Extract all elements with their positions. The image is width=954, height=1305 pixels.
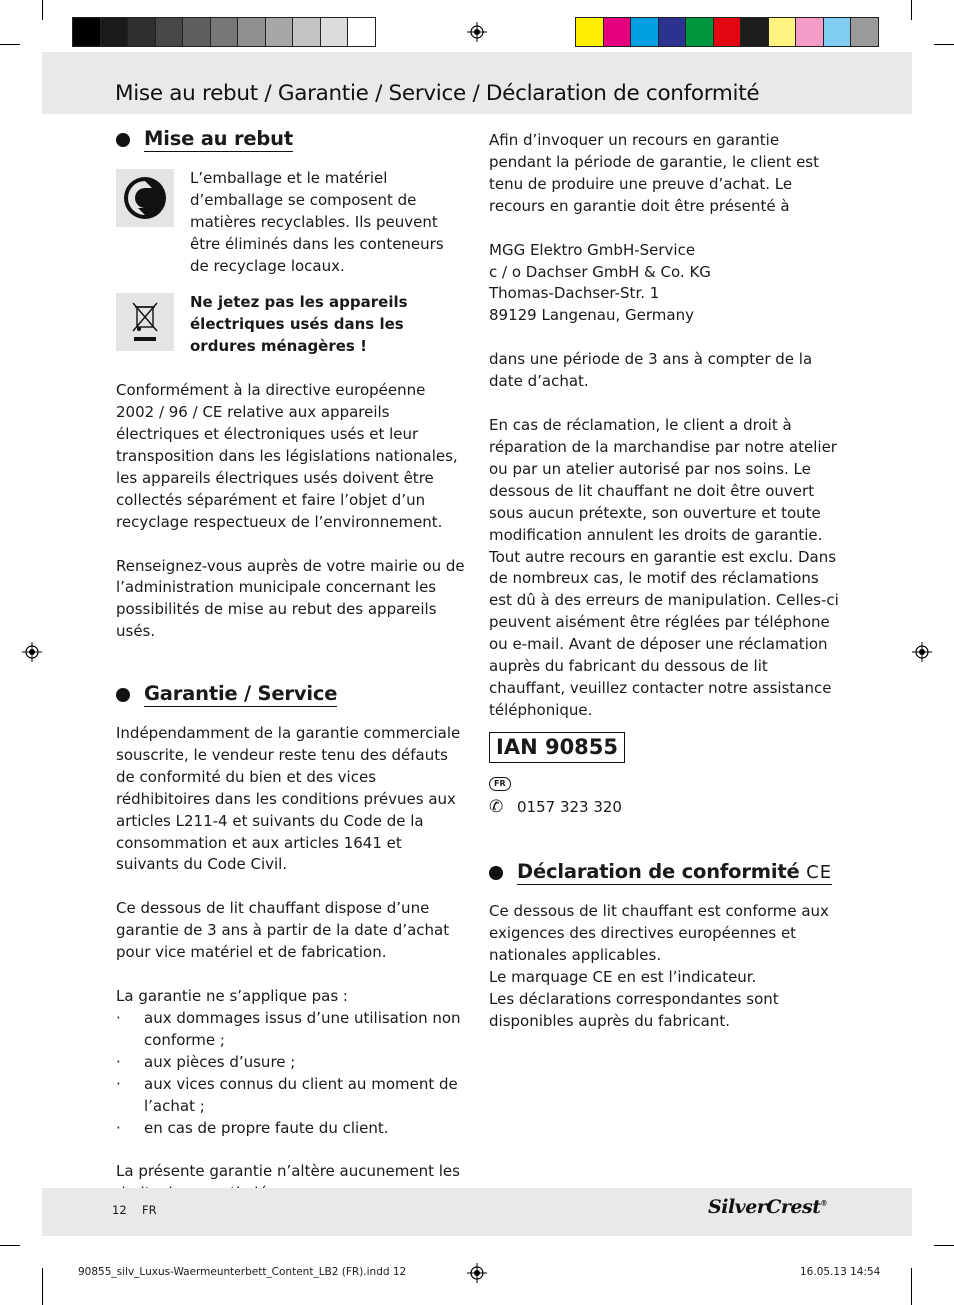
green-dot-recycling-icon [116, 169, 174, 227]
brand-logo: SilverCrest® [708, 1196, 827, 1218]
list-item: · aux vices connus du client au moment de l’achat ; [116, 1074, 466, 1118]
process-color-bar [575, 17, 878, 47]
conformity-heading: Déclaration de conformité CE [517, 861, 832, 886]
crossed-out-bin-icon [116, 293, 174, 351]
color-swatch [100, 17, 129, 47]
section-heading-conformity [489, 861, 845, 886]
bullet-icon [489, 866, 503, 880]
color-swatch [155, 17, 184, 47]
slug-filename: 90855_silv_Luxus-Waermeunterbett_Content_LB2 (FR).indd 12 [78, 1266, 407, 1278]
color-swatch [713, 17, 742, 47]
exclusions-list [116, 1008, 466, 1139]
weee-warning: Ne jetez pas les appareils électriques usés dans les ordures ménagères ! [190, 293, 408, 356]
hotline [489, 797, 845, 819]
conformity-para: Ce dessous de lit chauffant est conforme aux exigences des directives européennes et nationales applicables. [489, 902, 829, 965]
color-swatch [127, 17, 156, 47]
color-swatch [658, 17, 687, 47]
ian-number: IAN 90855 [489, 732, 625, 763]
registration-mark-icon [912, 642, 932, 662]
list-item: · en cas de propre faute du client. [116, 1118, 466, 1140]
list-item: · aux pièces d’usure ; [116, 1052, 466, 1074]
color-swatch [72, 17, 101, 47]
registration-mark-icon [467, 22, 487, 42]
list-item: · aux dommages issus d’une utilisation non conforme ; [116, 1008, 466, 1052]
ce-mark-icon: CE [806, 861, 833, 883]
disposal-heading: Mise au rebut [144, 127, 293, 150]
claim-period: dans une période de 3 ans à compter de la date d’achat. [489, 350, 813, 391]
color-swatch [740, 17, 769, 47]
address-line: c / o Dachser GmbH & Co. KG [489, 262, 711, 281]
bullet-icon [116, 688, 130, 702]
grayscale-bar [72, 17, 375, 47]
color-swatch [630, 17, 659, 47]
crop-mark [934, 44, 954, 45]
color-swatch [823, 17, 852, 47]
color-swatch [210, 17, 239, 47]
color-swatch [182, 17, 211, 47]
page-number: 12 [112, 1203, 127, 1217]
section-heading-disposal [116, 128, 466, 152]
phone-icon: ✆ [489, 796, 504, 817]
color-swatch [850, 17, 879, 47]
color-swatch [265, 17, 294, 47]
claim-intro: Afin d’invoquer un recours en garantie pendant la période de garantie, le client est tenu de produire une preuve d’achat. Le recours en garantie doit être présenté à [489, 131, 819, 215]
recycle-text: L’emballage et le matériel d’emballage se composent de matières recyclables. Ils peuvent être éliminés dans les conteneurs de recyclage locaux. [190, 168, 444, 275]
country-badge: FR [489, 777, 511, 791]
left-column [116, 128, 466, 1227]
recycle-notice [116, 168, 466, 278]
service-address [489, 240, 845, 328]
crop-mark [911, 0, 912, 20]
crop-mark [934, 1245, 954, 1246]
crop-mark [42, 1268, 43, 1305]
address-line: Thomas-Dachser-Str. 1 [489, 284, 660, 303]
hotline-number: 0157 323 320 [517, 797, 622, 816]
right-column [489, 130, 845, 1033]
address-line: MGG Elektro GmbH-Service [489, 240, 696, 259]
disposal-para-2: Renseignez-vous auprès de votre mairie ou de l’administration municipale concernant les possibilités de mise au rebut des appareils usés. [116, 556, 465, 641]
conformity-line-2: Le marquage CE en est l’indicateur. [489, 968, 757, 987]
crop-mark [42, 0, 43, 20]
crop-mark [0, 44, 20, 45]
warranty-para-1: Indépendamment de la garantie commerciale souscrite, le vendeur reste tenu des défauts de conformité du bien et des vices rédhibitoires dans les conditions prévues aux articles L211-4 et suivants du Code de la consommation et aux articles 1641 et suivants du Code Civil. [116, 724, 461, 874]
page-title: Mise au rebut / Garantie / Service / Déclaration de conformité [115, 81, 760, 106]
color-swatch [603, 17, 632, 47]
color-swatch [575, 17, 604, 47]
address-line: 89129 Langenau, Germany [489, 306, 694, 325]
color-swatch [292, 17, 321, 47]
warranty-para-2: Ce dessous de lit chauffant dispose d’une garantie de 3 ans à partir de la date d’achat pour vice matériel et de fabrication. [116, 899, 450, 962]
page-language: FR [142, 1203, 157, 1217]
crop-mark [911, 1268, 912, 1305]
conformity-line-3: Les déclarations correspondantes sont disponibles auprès du fabricant. [489, 990, 779, 1030]
exclusions-intro: La garantie ne s’applique pas : [116, 987, 348, 1006]
color-swatch [320, 17, 349, 47]
disposal-para-1: Conformément à la directive européenne 2002 / 96 / CE relative aux appareils électriques et électroniques usés et leur transposition dans les législations nationales, les appareils électriques usés doivent être collectés séparément et faire l’objet d’un recyclage respectueux de l’environnement. [116, 381, 458, 531]
weee-notice [116, 292, 466, 358]
section-heading-warranty [116, 683, 466, 707]
warranty-para-3: La présente garantie n’altère aucunement les [116, 1162, 460, 1181]
slug-timestamp: 16.05.13 14:54 [800, 1266, 881, 1278]
color-swatch [347, 17, 376, 47]
warranty-heading: Garantie / Service [144, 682, 338, 706]
color-swatch [795, 17, 824, 47]
claim-details: En cas de réclamation, le client a droit à réparation de la marchandise par notre atelier ou par un atelier autorisé par nos soins. Le dessous de lit chauffant ne doit être ouvert sous aucun prétexte, son ouverture et toute modification annulent les droits de garantie. Tout autre recours en garantie est exclu. Dans de nombreux cas, le motif des réclamations est dû à des erreurs de manipulation. Celles-ci peuvent aisément être réglées par téléphone ou e-mail. Avant de déposer une réclamation auprès du fabricant du dessous de lit chauffant, veuillez contacter notre assistance téléphonique. [489, 416, 839, 719]
color-swatch [768, 17, 797, 47]
registration-mark-icon [22, 642, 42, 662]
bullet-icon [116, 133, 130, 147]
crop-mark [0, 1245, 20, 1246]
color-swatch [685, 17, 714, 47]
registration-mark-icon [467, 1263, 487, 1283]
color-swatch [237, 17, 266, 47]
